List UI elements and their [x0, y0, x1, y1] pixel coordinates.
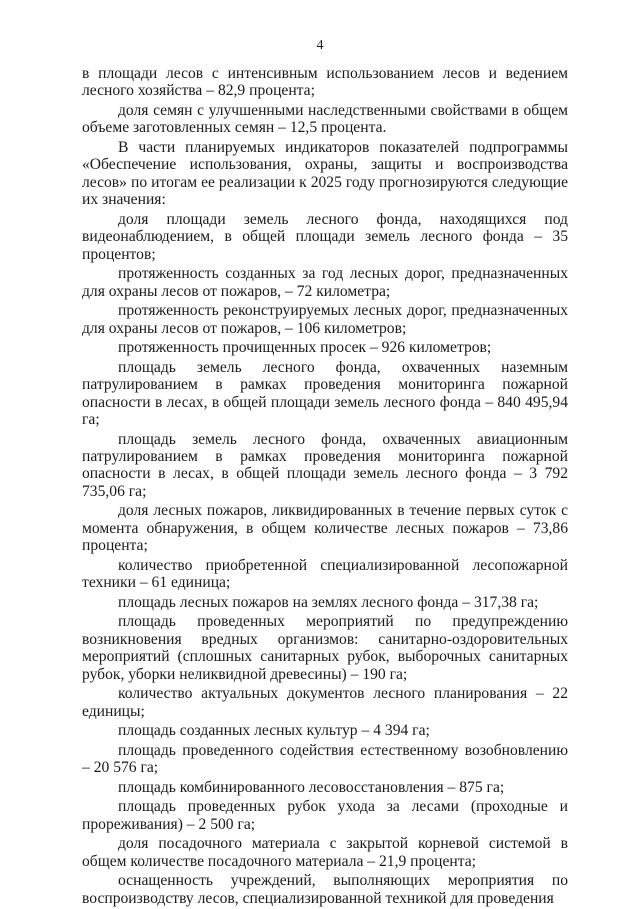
paragraph: площадь земель лесного фонда, охваченных наземным патрулированием в рамках проведения мониторинга пожарной опасности в лесах, в общей площади земель лесного фонда – 840 495,94 га; [82, 358, 568, 429]
paragraph: протяженность созданных за год лесных дорог, предназначенных для охраны лесов от пожаров, – 72 километра; [82, 265, 568, 300]
paragraph: площадь проведенных мероприятий по предупреждению возникновения вредных организмов: санитарно-оздоровительных мероприятий (сплошных санитарных рубок, выборочных санитарных рубок, уборки неликвидной древесины) – 190 га; [82, 613, 568, 683]
paragraph: площадь проведенных рубок ухода за лесами (проходные и прореживания) – 2 500 га; [82, 798, 568, 833]
paragraph: доля лесных пожаров, ликвидированных в течение первых суток с момента обнаружения, в общем количестве лесных пожаров – 73,86 процента; [82, 502, 568, 555]
paragraph: количество актуальных документов лесного планирования – 22 единицы; [82, 685, 568, 720]
paragraph: протяженность прочищенных просек – 926 километров; [118, 339, 492, 357]
paragraph: В части планируемых индикаторов показателей подпрограммы «Обеспечение использования, охраны, защиты и воспроизводства лесов» по итогам ее реализации к 2025 году прогнозируются следующие их значения: [82, 139, 568, 209]
paragraph: площадь лесных пожаров на землях лесного фонда – 317,38 га; [118, 593, 539, 611]
paragraph: доля посадочного материала с закрытой корневой системой в общем количестве посадочного материала – 21,9 процента; [82, 835, 568, 870]
paragraph: площадь земель лесного фонда, охваченных авиационным патрулированием в рамках проведения мониторинга пожарной опасности в лесах, в общей площади земель лесного фонда – 3 792 735,06 га; [82, 430, 568, 500]
paragraph: в площади лесов с интенсивным использованием лесов и ведением лесного хозяйства – 82,9 процента; [82, 65, 568, 100]
paragraph: количество приобретенной специализированной лесопожарной техники – 61 единица; [82, 556, 568, 592]
page-number: 4 [316, 38, 324, 53]
paragraph: протяженность реконструируемых лесных дорог, предназначенных для охраны лесов от пожаров, – 106 километров; [82, 302, 568, 337]
paragraph: оснащенность учреждений, выполняющих мероприятия по воспроизводству лесов, специализированной техникой для проведения [82, 872, 568, 907]
paragraph: площадь комбинированного лесовосстановления – 875 га; [118, 778, 505, 796]
paragraph: площадь проведенного содействия естественному возобновлению – 20 576 га; [82, 741, 568, 777]
document-body [82, 65, 568, 909]
paragraph: площадь созданных лесных культур – 4 394 га; [118, 722, 430, 740]
paragraph: доля площади земель лесного фонда, находящихся под видеонаблюдением, в общей площади земель лесного фонда – 35 процентов; [82, 210, 568, 263]
paragraph: доля семян с улучшенными наследственными свойствами в общем объеме заготовленных семян – 12,5 процента. [82, 102, 568, 137]
